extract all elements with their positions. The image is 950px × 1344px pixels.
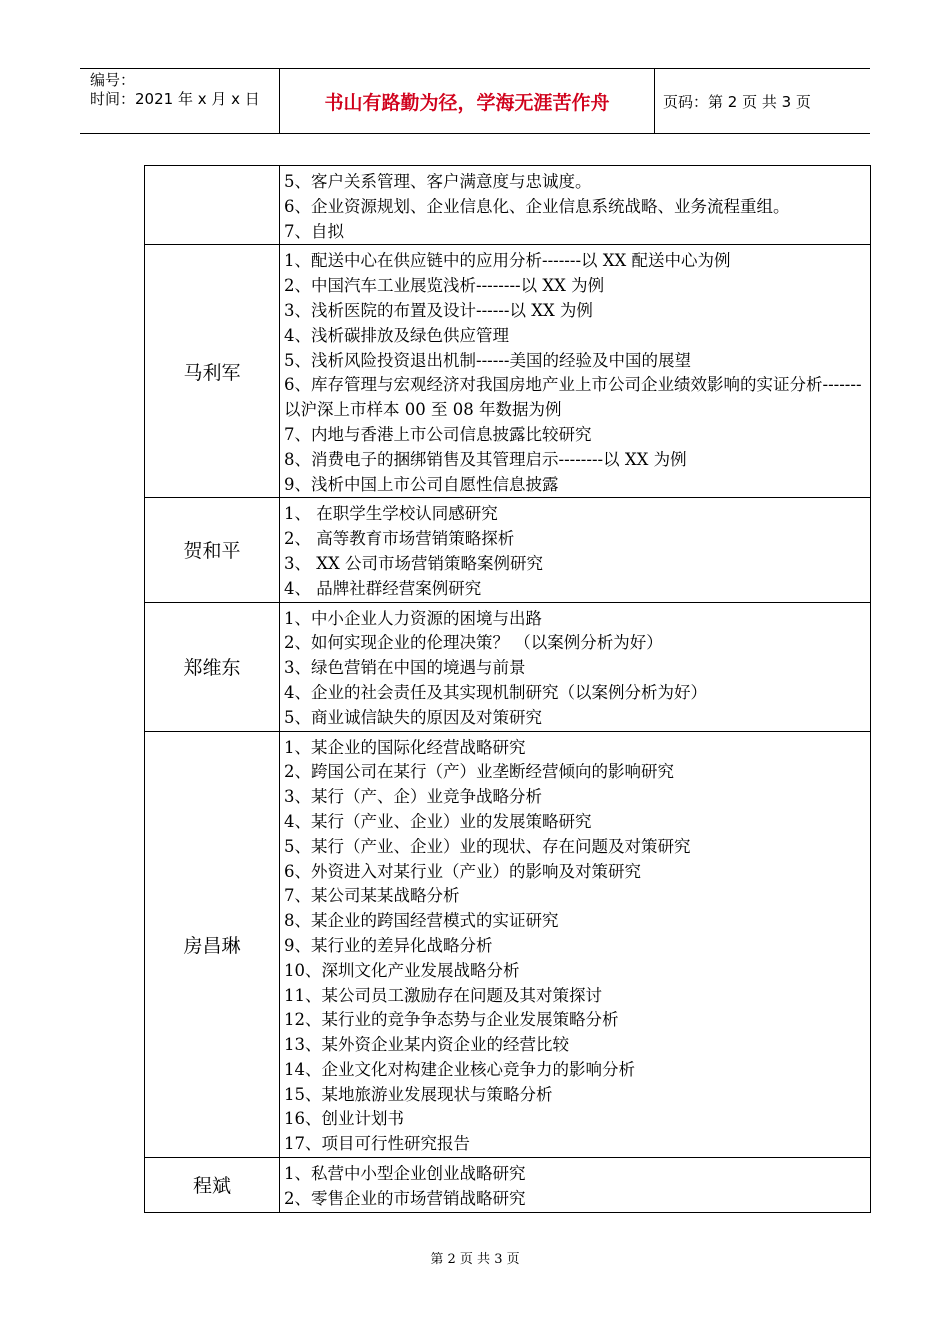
advisor-name: 郑维东: [145, 602, 280, 731]
page-footer: 第 2 页 共 3 页: [430, 1252, 520, 1267]
time-label: 时间：2021 年 x 月 x 日: [90, 90, 260, 108]
topic-list: [280, 498, 871, 602]
topic-list: [280, 245, 871, 498]
table-row: [145, 498, 871, 602]
list-item: 1、某企业的国际化经营战略研究: [284, 737, 526, 757]
list-item: 10、深圳文化产业发展战略分析: [284, 960, 520, 980]
advisor-name: 马利军: [145, 245, 280, 498]
advisor-name: 程斌: [145, 1158, 280, 1213]
table-row: [145, 245, 871, 498]
list-item: 6、库存管理与宏观经济对我国房地产业上市公司企业绩效影响的实证分析-------以沪深上市样本 00 至 08 年数据为例: [284, 375, 862, 420]
list-item: 3、绿色营销在中国的境遇与前景: [284, 658, 526, 678]
topic-list: [280, 602, 871, 731]
topic-list: [280, 731, 871, 1158]
list-item: 6、企业资源规划、企业信息化、企业信息系统战略、业务流程重组。: [284, 196, 790, 216]
list-item: 4、某行（产业、企业）业的发展策略研究: [284, 811, 592, 831]
list-item: 15、某地旅游业发展现状与策略分析: [284, 1084, 553, 1104]
topic-list: [280, 166, 871, 245]
list-item: 7、某公司某某战略分析: [284, 886, 460, 906]
list-item: 4、浅析碳排放及绿色供应管理: [284, 325, 509, 345]
header-meta: [80, 69, 280, 133]
list-item: 5、商业诚信缺失的原因及对策研究: [284, 707, 542, 727]
list-item: 5、某行（产业、企业）业的现状、存在问题及对策研究: [284, 836, 691, 856]
list-item: 8、某企业的跨国经营模式的实证研究: [284, 911, 559, 931]
list-item: 3、 XX 公司市场营销策略案例研究: [284, 553, 543, 573]
list-item: 7、自拟: [284, 221, 344, 241]
list-item: 3、某行（产、企）业竞争战略分析: [284, 787, 542, 807]
list-item: 2、中国汽车工业展览浅析--------以 XX 为例: [284, 276, 605, 296]
table-row: [145, 166, 871, 245]
list-item: 1、私营中小型企业创业战略研究: [284, 1164, 526, 1184]
topic-list: [280, 1158, 871, 1213]
advisor-name: 贺和平: [145, 498, 280, 602]
advisor-name: [145, 166, 280, 245]
list-item: 2、如何实现企业的伦理决策？ （以案例分析为好）: [284, 633, 663, 653]
list-item: 11、某公司员工激励存在问题及其对策探讨: [284, 985, 602, 1005]
list-item: 6、外资进入对某行业（产业）的影响及对策研究: [284, 861, 641, 881]
number-label: 编号：: [90, 71, 136, 89]
list-item: 2、零售企业的市场营销战略研究: [284, 1188, 526, 1208]
table-row: [145, 1158, 871, 1213]
list-item: 5、浅析风险投资退出机制------美国的经验及中国的展望: [284, 350, 691, 370]
list-item: 5、客户关系管理、客户满意度与忠诚度。: [284, 172, 592, 191]
list-item: 7、内地与香港上市公司信息披露比较研究: [284, 424, 592, 444]
list-item: 2、跨国公司在某行（产）业垄断经营倾向的影响研究: [284, 762, 674, 782]
list-item: 8、消费电子的捆绑销售及其管理启示--------以 XX 为例: [284, 449, 687, 469]
list-item: 4、企业的社会责任及其实现机制研究（以案例分析为好）: [284, 682, 707, 702]
header-page-label: 页码：第 2 页 共 3 页: [663, 92, 811, 111]
list-item: 2、 高等教育市场营销策略探析: [284, 529, 515, 549]
table-row: [145, 602, 871, 731]
page-header: [80, 68, 870, 134]
list-item: 1、 在职学生学校认同感研究: [284, 504, 498, 524]
table-row: [145, 731, 871, 1158]
topics-table: [144, 165, 871, 1213]
list-item: 13、某外资企业某内资企业的经营比较: [284, 1035, 569, 1055]
list-item: 9、某行业的差异化战略分析: [284, 935, 493, 955]
list-item: 9、浅析中国上市公司自愿性信息披露: [284, 474, 559, 494]
header-motto: 书山有路勤为径，学海无涯苦作舟: [280, 69, 655, 133]
list-item: 12、某行业的竞争争态势与企业发展策略分析: [284, 1010, 619, 1030]
list-item: 1、配送中心在供应链中的应用分析-------以 XX 配送中心为例: [284, 251, 731, 271]
list-item: 3、浅析医院的布置及设计------以 XX 为例: [284, 300, 593, 320]
list-item: 14、企业文化对构建企业核心竞争力的影响分析: [284, 1059, 635, 1079]
list-item: 4、 品牌社群经营案例研究: [284, 578, 482, 598]
list-item: 17、项目可行性研究报告: [284, 1134, 470, 1154]
list-item: 1、中小企业人力资源的困境与出路: [284, 608, 542, 628]
topics-table-body: [145, 166, 871, 1213]
list-item: 16、创业计划书: [284, 1109, 404, 1129]
advisor-name: 房昌琳: [145, 731, 280, 1158]
